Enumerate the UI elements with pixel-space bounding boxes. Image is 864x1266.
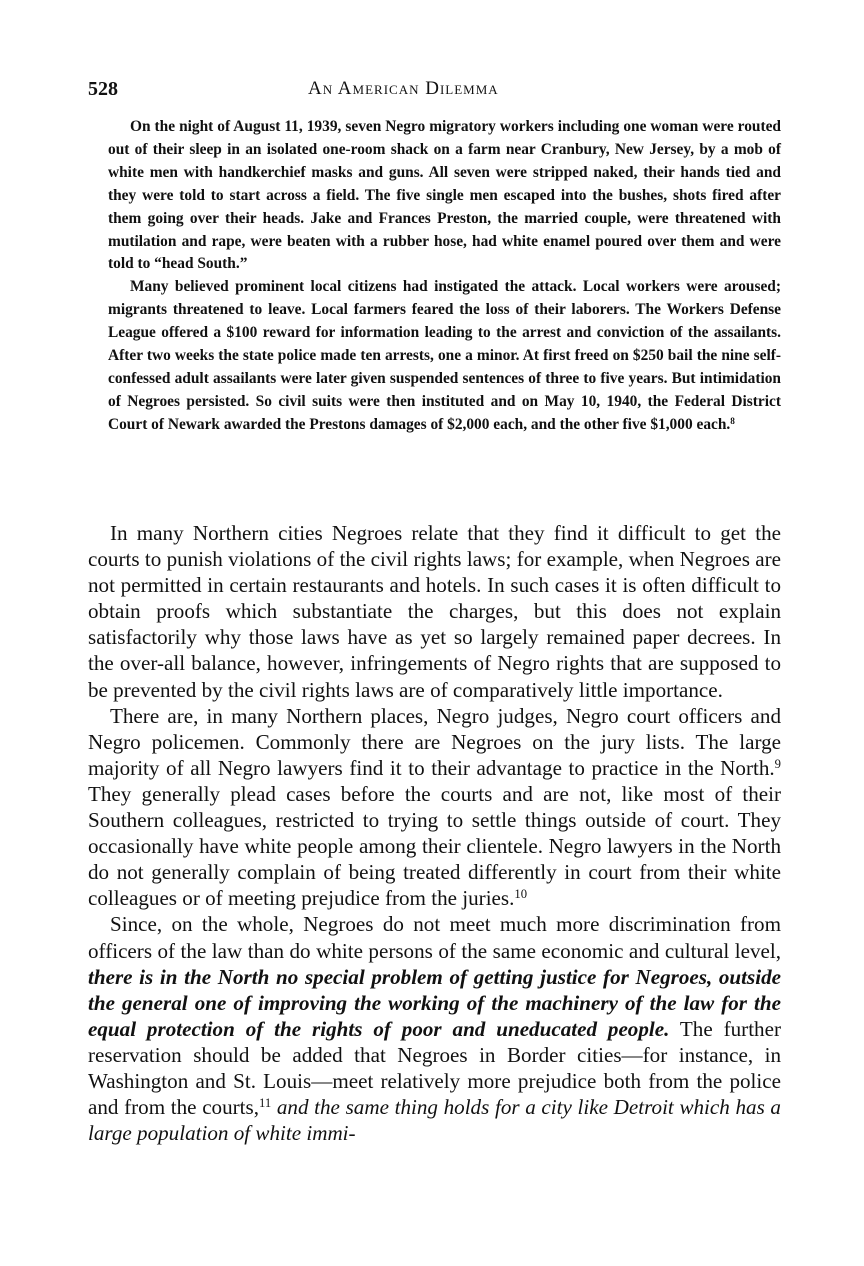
quoted-extract xyxy=(108,116,781,437)
book-title: An American Dilemma xyxy=(308,78,499,99)
footnote-ref-11: 11 xyxy=(259,1096,272,1111)
body-paragraph-3-part-a: Since, on the whole, Negroes do not meet much more discrimination from officers of the law than do white persons of the same economic and cultural level, xyxy=(88,912,781,963)
footnote-ref-8: 8 xyxy=(730,415,735,426)
extract-paragraph-1: On the night of August 11, 1939, seven Negro migratory workers including one woman were routed out of their sleep in an isolated one-room shack on a farm near Cranbury, New Jersey, by a mob of white men with handkerchief masks and guns. All seven were stripped naked, their hands tied and they were told to start across a field. The five single men escaped into the bushes, shots fired after them going over their heads. Jake and Frances Preston, the married couple, were threatened with mutilation and rape, were beaten with a rubber hose, had white enamel poured over them and were told to “head South.” xyxy=(108,118,781,273)
body-paragraph-3-part-b: The further reservation should be added that Negroes in Border cities—for instance, in Washington and St. Louis—meet relatively more prejudice both from the police and from the courts, xyxy=(88,1016,781,1120)
footnote-ref-10: 10 xyxy=(514,887,528,902)
body-paragraph-2-part-a: There are, in many Northern places, Negro judges, Negro court officers and Negro policemen. Commonly there are Negroes on the jury lists. The large majority of all Negro lawyers find it to their advantage to practice in the North. xyxy=(88,703,781,780)
extract-paragraph-2 xyxy=(108,276,781,436)
body-paragraph-3-part-c: and the same thing holds for a city like Detroit which has a large population of white immi- xyxy=(88,1095,781,1146)
body-paragraph-2-part-b: They generally plead cases before the courts and are not, like most of their Southern colleagues, restricted to trying to settle things outside of court. They occasionally have white people among their clientele. Negro lawyers in the North do not generally complain of being treated differently in court from their white colleagues or of meeting prejudice from the juries. xyxy=(88,781,781,911)
page-number: 528 xyxy=(88,78,118,100)
body-paragraph-3 xyxy=(88,911,781,1146)
body-paragraph-3-emphasis: there is in the North no special problem of getting justice for Negroes, outside the general one of improving the working of the machinery of the law for the equal protection of the rights of poor and uneducated people. xyxy=(88,964,781,1041)
main-text xyxy=(88,520,781,1146)
body-paragraph-1: In many Northern cities Negroes relate that they find it difficult to get the courts to punish violations of the civil rights laws; for example, when Negroes are not permitted in certain restaurants and hotels. In such cases it is often difficult to obtain proofs which substantiate the charges, but this does not explain satisfactorily why those laws have as yet so largely remained paper decrees. In the over-all balance, however, infringements of Negro rights that are supposed to be prevented by the civil rights laws are of comparatively little importance. xyxy=(88,521,781,702)
footnote-ref-9: 9 xyxy=(774,756,781,771)
extract-paragraph-2-text: Many believed prominent local citizens had instigated the attack. Local workers were aroused; migrants threatened to leave. Local farmers feared the loss of their laborers. The Workers Defense League offered a $100 reward for information leading to the arrest and conviction of the assailants. After two weeks the state police made ten arrests, one a minor. At first freed on $250 bail the nine self-confessed adult assailants were later given suspended sentences of three to five years. But intimidation of Negroes persisted. So civil suits were then instituted and on May 10, 1940, the Federal District Court of Newark awarded the Prestons damages of $2,000 each, and the other five $1,000 each. xyxy=(108,278,781,433)
body-paragraph-2 xyxy=(88,703,781,912)
running-head xyxy=(88,78,788,106)
